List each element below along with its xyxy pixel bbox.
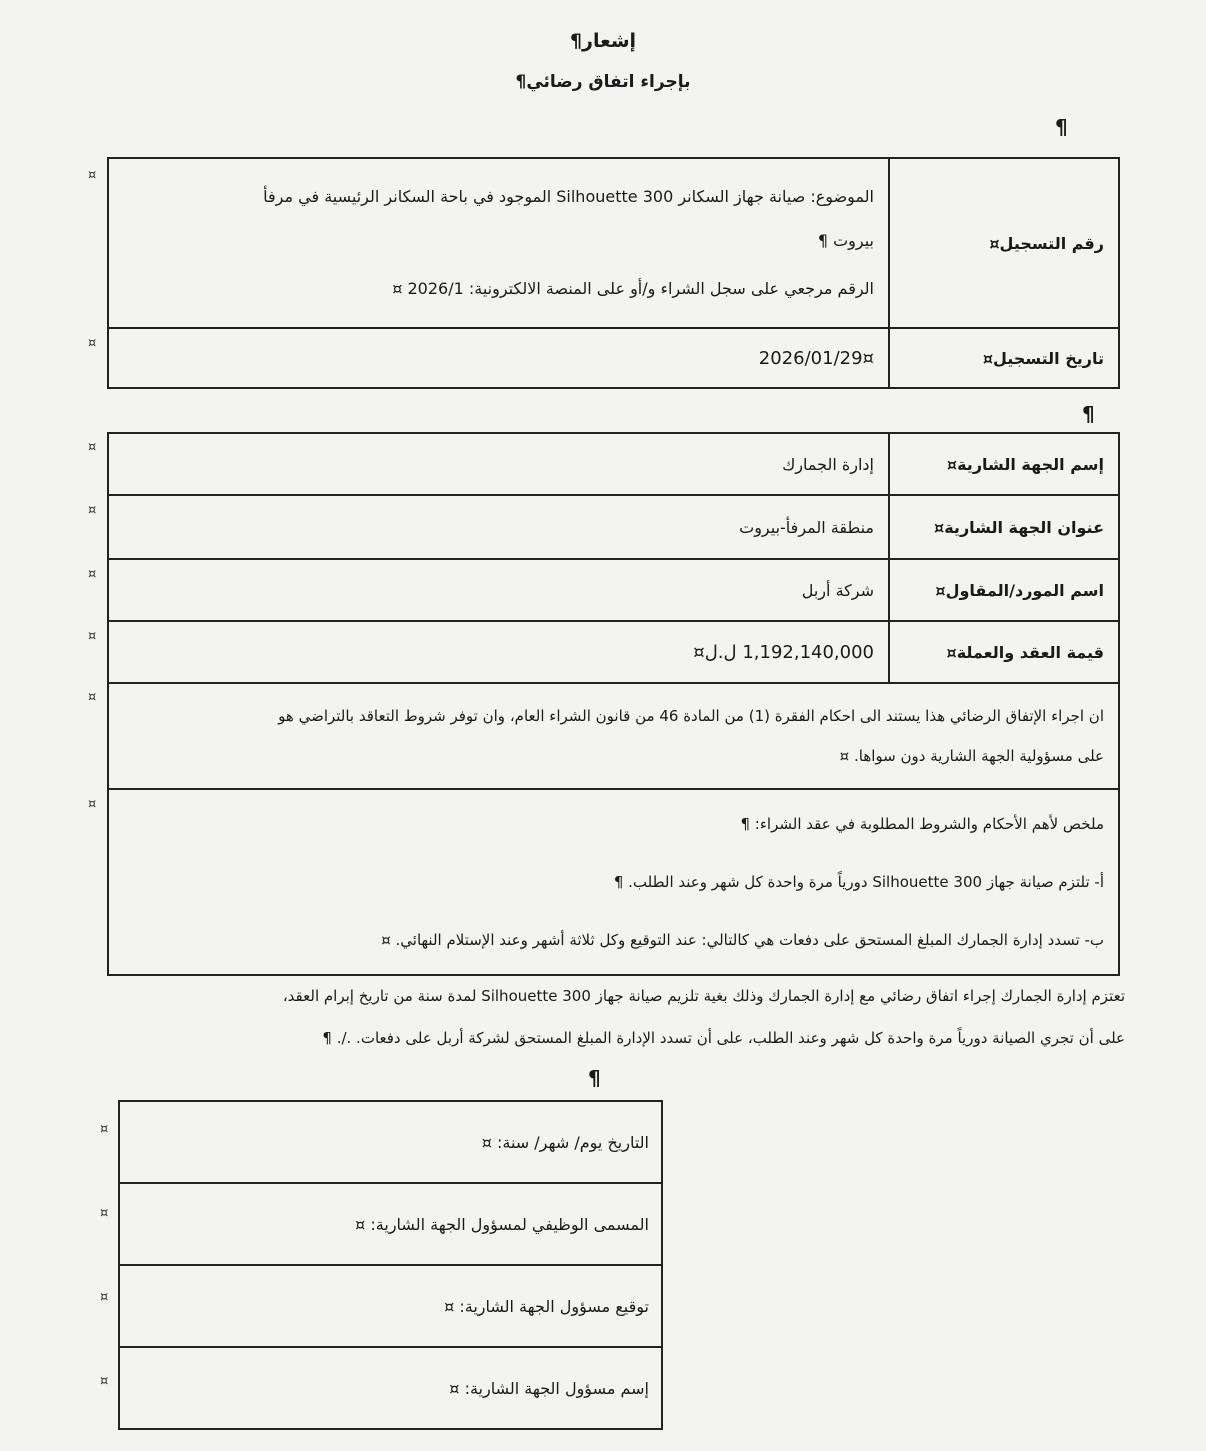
notice-body — [105, 975, 1125, 1059]
registration-date-value: 2026/01/29¤ — [108, 328, 889, 388]
supplier-value: شركة أربل — [108, 559, 889, 621]
notice-title: إشعار¶ — [569, 30, 637, 52]
row-end-mark: ¤ — [100, 1290, 109, 1305]
legal-line-2: على مسؤولية الجهة الشارية دون سواها. ¤ — [839, 747, 1104, 765]
row-end-mark: ¤ — [100, 1206, 109, 1221]
entity-address-label: عنوان الجهة الشارية¤ — [889, 495, 1119, 559]
row-end-mark: ¤ — [88, 503, 97, 518]
entity-address-value: منطقة المرفأ-بيروت — [108, 495, 889, 559]
paragraph-mark: ¶ — [1055, 115, 1068, 139]
row-end-mark: ¤ — [88, 440, 97, 455]
supplier-label: اسم المورد/المقاول¤ — [889, 559, 1119, 621]
signature-table — [118, 1100, 663, 1430]
summary-title: ملخص لأهم الأحكام والشروط المطلوبة في عقد الشراء: ¶ — [740, 815, 1104, 833]
contract-value: 1,192,140,000 ل.ل¤ — [108, 621, 889, 683]
row-end-mark: ¤ — [88, 690, 97, 705]
row-end-mark: ¤ — [100, 1122, 109, 1137]
signature-field: توقيع مسؤول الجهة الشارية: ¤ — [119, 1265, 662, 1347]
row-end-mark: ¤ — [88, 336, 97, 351]
signature-job-title-field: المسمى الوظيفي لمسؤول الجهة الشارية: ¤ — [119, 1183, 662, 1265]
registration-number-label: رقم التسجيل¤ — [889, 158, 1119, 328]
row-end-mark: ¤ — [88, 797, 97, 812]
paragraph-mark: ¶ — [588, 1066, 601, 1090]
summary-item-a: أ- تلتزم صيانة جهاز 300 Silhouette دورياً مرة واحدة كل شهر وعند الطلب. ¶ — [613, 873, 1104, 891]
legal-line-1: ان اجراء الإتفاق الرضائي هذا يستند الى احكام الفقرة (1) من المادة 46 من قانون الشراء العام، وان توفر شروط التعاقد بالتراضي هو — [278, 707, 1104, 725]
body-line-1: تعتزم إدارة الجمارك إجراء اتفاق رضائي مع إدارة الجمارك وذلك بغية تلزيم صيانة جهاز 300 Silhouette لمدة سنة من تاريخ إبرام العقد، — [282, 987, 1125, 1005]
legal-basis-cell — [108, 683, 1119, 789]
signature-name-field: إسم مسؤول الجهة الشارية: ¤ — [119, 1347, 662, 1429]
contract-details-table — [107, 432, 1120, 976]
reference-line: الرقم مرجعي على سجل الشراء و/أو على المنصة الالكترونية: 2026/1 ¤ — [392, 279, 874, 298]
subject-line-1: الموضوع: صيانة جهاز السكانر 300 Silhouette الموجود في باحة السكانر الرئيسية في مرفأ — [263, 187, 874, 206]
registration-table — [107, 157, 1120, 389]
signature-date-field: التاريخ يوم/ شهر/ سنة: ¤ — [119, 1101, 662, 1183]
registration-date-label: تاريخ التسجيل¤ — [889, 328, 1119, 388]
body-line-2: على أن تجري الصيانة دورياً مرة واحدة كل شهر وعند الطلب، على أن تسدد الإدارة المبلغ المستحق لشركة أربل على دفعات. ./. ¶ — [322, 1029, 1125, 1047]
row-end-mark: ¤ — [100, 1374, 109, 1389]
row-end-mark: ¤ — [88, 168, 97, 183]
summary-item-b: ب- تسدد إدارة الجمارك المبلغ المستحق على دفعات هي كالتالي: عند التوقيع وكل ثلاثة أشهر وعند الإستلام النهائي. ¤ — [381, 931, 1104, 949]
entity-name-value: إدارة الجمارك — [108, 433, 889, 495]
registration-subject-cell — [108, 158, 889, 328]
paragraph-mark: ¶ — [1082, 402, 1095, 426]
notice-subtitle: بإجراء اتفاق رضائي¶ — [515, 72, 691, 92]
row-end-mark: ¤ — [88, 567, 97, 582]
subject-line-2: بيروت ¶ — [817, 231, 874, 250]
contract-summary-cell — [108, 789, 1119, 975]
contract-value-label: قيمة العقد والعملة¤ — [889, 621, 1119, 683]
row-end-mark: ¤ — [88, 629, 97, 644]
entity-name-label: إسم الجهة الشارية¤ — [889, 433, 1119, 495]
